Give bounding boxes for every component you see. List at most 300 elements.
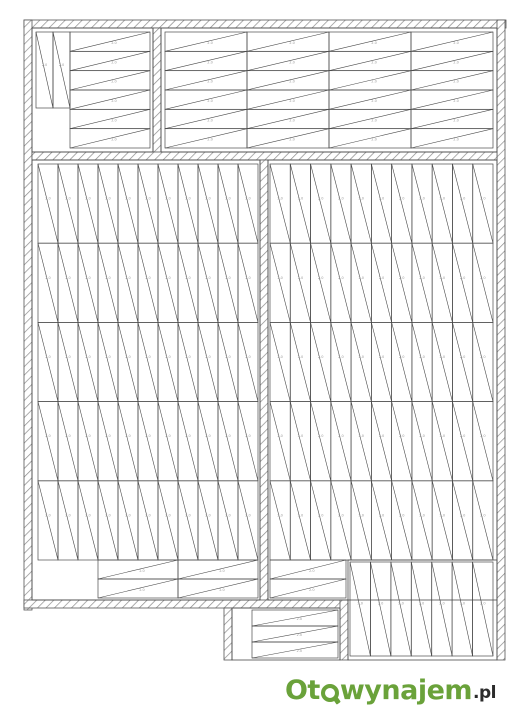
panel-label: 2.0 — [480, 355, 486, 360]
panel-diagonal — [311, 164, 331, 243]
panel-diagonal — [290, 322, 310, 401]
panel-label: 2.0 — [105, 196, 111, 201]
panel-label: 2.0 — [105, 513, 111, 518]
panel-label: 2.0 — [378, 275, 385, 280]
panel-diagonal — [38, 322, 58, 401]
panel-label: 2.0 — [125, 196, 131, 201]
panel-label: 2.0 — [398, 513, 405, 518]
panel-diagonal — [158, 322, 178, 401]
panel-label: 2.0 — [139, 587, 145, 592]
panel-diagonal — [392, 322, 412, 401]
panel-label: 2.0 — [207, 137, 213, 142]
panel-diagonal — [371, 164, 391, 243]
panel-diagonal — [452, 322, 472, 401]
panel-label: 2.0 — [338, 355, 344, 360]
panel-diagonal — [432, 562, 452, 656]
panel-label: 2.0 — [105, 355, 111, 360]
panel-diagonal — [412, 481, 432, 560]
panel-label: 2.0 — [297, 275, 304, 280]
panel-label: 2.0 — [378, 196, 385, 201]
panel-diagonal — [238, 402, 258, 481]
panel-label: 2.0 — [277, 355, 283, 360]
panel-diagonal — [432, 164, 452, 243]
panel-diagonal — [331, 481, 351, 560]
panel-diagonal — [329, 90, 411, 109]
panel-diagonal — [218, 322, 238, 401]
panel-diagonal — [178, 579, 258, 598]
panel-label: 2.0 — [439, 434, 446, 439]
panel-label: 2.0 — [65, 434, 71, 439]
panel-diagonal — [432, 322, 452, 401]
panel-diagonal — [329, 109, 411, 128]
panel-diagonal — [165, 51, 247, 70]
panel-diagonal — [218, 243, 238, 322]
panel-diagonal — [329, 71, 411, 90]
panel-label: 2.0 — [358, 434, 365, 439]
panel-diagonal — [178, 322, 198, 401]
panel-label: 2.0 — [480, 513, 486, 518]
panel-diagonal — [412, 322, 432, 401]
panel-label: 2.0 — [45, 196, 51, 201]
panel-label: 2.0 — [289, 118, 295, 123]
panel-diagonal — [70, 90, 150, 109]
panel-diagonal — [432, 481, 452, 560]
panel-diagonal — [218, 481, 238, 560]
logo-text-ot: Ot — [284, 675, 320, 706]
panel-label: 2.0 — [145, 355, 151, 360]
panel-diagonal — [158, 402, 178, 481]
panel-diagonal — [158, 481, 178, 560]
panel-label: 2.0 — [296, 648, 303, 653]
panel-diagonal — [247, 129, 329, 148]
panel-diagonal — [165, 71, 247, 90]
panel-label: 2.0 — [459, 601, 466, 606]
panel-label: 2.0 — [185, 196, 191, 201]
panel-diagonal — [165, 90, 247, 109]
panel-diagonal — [78, 322, 98, 401]
panel-label: 2.0 — [358, 513, 365, 518]
panel-label: 2.0 — [439, 513, 446, 518]
panel-label: 2.0 — [207, 118, 213, 123]
panel-label: 2.0 — [245, 434, 251, 439]
panel-label: 2.0 — [165, 196, 171, 201]
panel-label: 2.0 — [358, 275, 365, 280]
panel-diagonal — [411, 562, 431, 656]
panel-label: 2.0 — [439, 355, 446, 360]
panel-label: 2.0 — [185, 434, 191, 439]
panel-diagonal — [270, 579, 346, 598]
panel-diagonal — [98, 164, 118, 243]
panel-diagonal — [452, 243, 472, 322]
panel-diagonal — [78, 402, 98, 481]
panel-label: 2.0 — [245, 196, 251, 201]
panel-label: 2.0 — [65, 196, 71, 201]
panel-label: 2.0 — [111, 118, 117, 123]
panel-label: 2.0 — [453, 137, 459, 142]
panel-diagonal — [411, 32, 493, 51]
panel-diagonal — [178, 243, 198, 322]
panel-diagonal — [158, 164, 178, 243]
panel-diagonal — [411, 51, 493, 70]
room-main-left-outline — [32, 160, 260, 600]
panel-label: 2.0 — [297, 196, 304, 201]
panel-label: 2.0 — [398, 601, 404, 606]
panel-diagonal — [311, 243, 331, 322]
panel-label: 2.0 — [225, 434, 231, 439]
panel-diagonal — [178, 164, 198, 243]
panel-label: 2.0 — [111, 137, 117, 142]
panel-diagonal — [158, 243, 178, 322]
panel-diagonal — [165, 109, 247, 128]
wall-horizontal-middle — [32, 152, 497, 160]
panel-diagonal — [198, 164, 218, 243]
panel-diagonal — [70, 51, 150, 70]
logo-text-wynajem: wynajem — [339, 675, 473, 706]
panel-diagonal — [311, 481, 331, 560]
panel-label: 2.0 — [371, 98, 377, 103]
panel-label: 2.0 — [459, 513, 466, 518]
panel-label: 2.0 — [125, 275, 131, 280]
panel-diagonal — [178, 560, 258, 579]
panel-label: 2.0 — [165, 355, 171, 360]
panel-label: 2.0 — [317, 275, 324, 280]
panel-label: 2.0 — [289, 60, 295, 65]
panel-diagonal — [38, 481, 58, 560]
panel-label: 2.0 — [145, 196, 151, 201]
panel-label: 2.0 — [277, 513, 283, 518]
panel-label: 2.0 — [145, 513, 151, 518]
panel-diagonal — [270, 560, 346, 579]
panel-label: 2.0 — [185, 355, 191, 360]
panel-diagonal — [252, 626, 338, 642]
panel-label: 2.0 — [459, 275, 466, 280]
wall-partition-top — [153, 28, 161, 154]
panel-diagonal — [118, 481, 138, 560]
panel-diagonal — [473, 402, 493, 481]
panel-label: 2.0 — [277, 434, 283, 439]
panel-diagonal — [371, 481, 391, 560]
panel-diagonal — [371, 402, 391, 481]
panel-label: 2.0 — [398, 275, 405, 280]
panel-label: 2.0 — [205, 434, 211, 439]
panel-label: 2.0 — [205, 196, 211, 201]
panel-diagonal — [98, 560, 178, 579]
panel-diagonal — [238, 164, 258, 243]
panel-diagonal — [270, 243, 290, 322]
panel-label: 2.0 — [297, 355, 304, 360]
panel-label: 2.0 — [296, 632, 303, 637]
panel-diagonal — [70, 32, 150, 51]
panel-label: 2.0 — [418, 601, 425, 606]
panel-diagonal — [247, 71, 329, 90]
panel-diagonal — [58, 481, 78, 560]
panel-diagonal — [138, 243, 158, 322]
panel-label: 2.0 — [65, 513, 71, 518]
panel-label: 2.0 — [85, 196, 91, 201]
panel-label: 2.0 — [41, 63, 48, 68]
panel-label: 2.0 — [207, 60, 213, 65]
panel-label: 2.0 — [85, 275, 91, 280]
panel-diagonal — [118, 322, 138, 401]
panel-label: 2.0 — [419, 513, 425, 518]
panel-label: 2.0 — [289, 98, 295, 103]
panel-diagonal — [78, 481, 98, 560]
panel-diagonal — [218, 402, 238, 481]
panel-diagonal — [329, 129, 411, 148]
panel-diagonal — [138, 322, 158, 401]
panel-diagonal — [58, 402, 78, 481]
panel-label: 2.0 — [459, 355, 466, 360]
panel-label: 2.0 — [185, 275, 191, 280]
panel-label: 2.0 — [338, 196, 344, 201]
panel-diagonal — [270, 322, 290, 401]
panel-label: 2.0 — [145, 434, 151, 439]
wall-right — [497, 20, 505, 660]
panel-diagonal — [270, 481, 290, 560]
panel-label: 2.0 — [45, 275, 51, 280]
panel-diagonal — [391, 562, 411, 656]
panel-diagonal — [118, 243, 138, 322]
panel-diagonal — [351, 481, 371, 560]
panel-label: 2.0 — [439, 601, 445, 606]
panel-label: 2.0 — [480, 434, 486, 439]
wall-partition-main — [260, 160, 268, 602]
room-corridor-outline — [232, 608, 340, 660]
panel-diagonal — [178, 402, 198, 481]
panel-label: 2.0 — [65, 275, 71, 280]
panel-label: 2.0 — [245, 513, 251, 518]
panel-diagonal — [329, 51, 411, 70]
panel-diagonal — [198, 481, 218, 560]
panel-diagonal — [165, 129, 247, 148]
panel-label: 2.0 — [207, 79, 213, 84]
panel-label: 2.0 — [111, 60, 117, 65]
panel-label: 2.0 — [378, 434, 385, 439]
panel-label: 2.0 — [453, 98, 459, 103]
panel-diagonal — [138, 164, 158, 243]
panel-diagonal — [38, 164, 58, 243]
panel-label: 2.0 — [277, 275, 283, 280]
brand-logo — [285, 672, 496, 706]
panel-label: 2.0 — [85, 434, 91, 439]
panel-diagonal — [53, 32, 70, 108]
wall-bottom-left — [24, 600, 344, 608]
panel-diagonal — [38, 402, 58, 481]
panel-label: 2.0 — [398, 355, 405, 360]
panel-label: 2.0 — [165, 513, 171, 518]
magnifier-o-icon — [321, 684, 339, 702]
panel-diagonal — [118, 402, 138, 481]
panel-diagonal — [452, 164, 472, 243]
panel-label: 2.0 — [165, 275, 171, 280]
panel-label: 2.0 — [85, 355, 91, 360]
panel-diagonal — [331, 322, 351, 401]
panel-label: 2.0 — [207, 98, 213, 103]
panel-label: 2.0 — [317, 513, 324, 518]
panel-label: 2.0 — [317, 434, 324, 439]
panel-diagonal — [411, 129, 493, 148]
panel-label: 2.0 — [65, 355, 71, 360]
panel-label: 2.0 — [371, 60, 377, 65]
panel-diagonal — [370, 562, 390, 656]
panel-label: 2.0 — [309, 587, 315, 592]
panel-label: 2.0 — [297, 513, 304, 518]
panel-label: 2.0 — [297, 434, 304, 439]
panel-diagonal — [178, 481, 198, 560]
panel-diagonal — [70, 71, 150, 90]
panel-diagonal — [252, 610, 338, 626]
panel-label: 2.0 — [480, 196, 486, 201]
panel-diagonal — [392, 164, 412, 243]
panel-diagonal — [351, 243, 371, 322]
wall-top — [24, 20, 506, 28]
panel-diagonal — [411, 109, 493, 128]
panel-label: 2.0 — [165, 434, 171, 439]
panel-label: 2.0 — [205, 275, 211, 280]
panel-label: 2.0 — [225, 513, 231, 518]
panel-label: 2.0 — [453, 60, 459, 65]
panel-diagonal — [165, 32, 247, 51]
panel-label: 2.0 — [145, 275, 151, 280]
panel-diagonal — [331, 164, 351, 243]
panel-diagonal — [473, 481, 493, 560]
panel-diagonal — [311, 402, 331, 481]
wall-corridor-left — [224, 608, 232, 660]
panel-label: 2.0 — [296, 616, 303, 621]
panel-diagonal — [371, 243, 391, 322]
panel-diagonal — [473, 243, 493, 322]
panel-label: 2.0 — [111, 79, 117, 84]
panel-diagonal — [98, 243, 118, 322]
logo-text-tld: .pl — [473, 683, 496, 703]
walls — [24, 20, 506, 660]
panel-diagonal — [118, 164, 138, 243]
wall-left — [24, 20, 32, 610]
panel-diagonal — [58, 243, 78, 322]
panel-label: 2.0 — [419, 275, 425, 280]
panel-diagonal — [78, 243, 98, 322]
panel-diagonal — [247, 32, 329, 51]
panel-label: 2.0 — [378, 355, 385, 360]
panel-label: 2.0 — [419, 355, 425, 360]
panel-diagonal — [78, 164, 98, 243]
panel-diagonal — [38, 243, 58, 322]
panel-label: 2.0 — [453, 118, 459, 123]
panel-label: 2.0 — [185, 513, 191, 518]
panel-label: 2.0 — [289, 40, 295, 45]
panel-label: 2.0 — [453, 40, 459, 45]
panel-label: 2.0 — [45, 434, 51, 439]
panel-diagonal — [238, 481, 258, 560]
panel-diagonal — [70, 109, 150, 128]
panel-label: 2.0 — [378, 513, 385, 518]
panel-label: 2.0 — [459, 196, 466, 201]
panel-diagonal — [270, 164, 290, 243]
panel-diagonal — [247, 90, 329, 109]
panel-diagonal — [432, 243, 452, 322]
panel-label: 2.0 — [317, 196, 324, 201]
panel-diagonal — [473, 322, 493, 401]
panel-label: 2.0 — [125, 513, 131, 518]
panel-diagonal — [198, 243, 218, 322]
panel-diagonal — [473, 164, 493, 243]
panel-label: 2.0 — [419, 196, 425, 201]
panel-label: 2.0 — [371, 118, 377, 123]
panel-diagonal — [98, 322, 118, 401]
panel-label: 2.0 — [439, 196, 446, 201]
panel-diagonal — [412, 402, 432, 481]
panel-label: 2.0 — [317, 355, 324, 360]
panel-diagonal — [98, 481, 118, 560]
panel-diagonal — [290, 481, 310, 560]
panel-diagonal — [331, 243, 351, 322]
panel-label: 2.0 — [371, 79, 377, 84]
room-main-right-outline — [268, 160, 497, 600]
panel-label: 2.0 — [205, 355, 211, 360]
panel-diagonal — [247, 109, 329, 128]
panel-label: 2.0 — [58, 63, 65, 68]
panel-diagonal — [138, 481, 158, 560]
panel-label: 2.0 — [358, 355, 365, 360]
panel-label: 2.0 — [459, 434, 466, 439]
wall-corridor-right — [340, 600, 348, 660]
panel-label: 2.0 — [289, 79, 295, 84]
panel-diagonal — [452, 562, 472, 656]
panel-diagonal — [311, 322, 331, 401]
panel-label: 2.0 — [85, 513, 91, 518]
panel-diagonal — [351, 164, 371, 243]
panel-label: 2.0 — [371, 137, 377, 142]
panel-diagonal — [58, 322, 78, 401]
panel-diagonal — [329, 32, 411, 51]
panel-label: 2.0 — [277, 196, 283, 201]
panel-label: 2.0 — [125, 355, 131, 360]
panel-diagonal — [371, 322, 391, 401]
panel-diagonal — [392, 243, 412, 322]
panel-label: 2.0 — [419, 434, 425, 439]
panel-label: 2.0 — [219, 587, 225, 592]
panel-diagonal — [452, 402, 472, 481]
panel-label: 2.0 — [398, 434, 405, 439]
panel-diagonal — [98, 579, 178, 598]
panel-label: 2.0 — [105, 434, 111, 439]
panel-label: 2.0 — [105, 275, 111, 280]
panel-diagonal — [350, 562, 370, 656]
panel-label: 2.0 — [45, 355, 51, 360]
panel-diagonal — [270, 402, 290, 481]
panel-label: 2.0 — [453, 79, 459, 84]
panel-label: 2.0 — [338, 434, 344, 439]
panel-diagonal — [290, 243, 310, 322]
panel-diagonal — [238, 243, 258, 322]
panel-label: 2.0 — [125, 434, 131, 439]
panel-diagonal — [412, 164, 432, 243]
panel-diagonal — [198, 322, 218, 401]
panel-diagonal — [290, 402, 310, 481]
panel-diagonal — [70, 129, 150, 148]
panel-diagonal — [351, 322, 371, 401]
panel-label: 2.0 — [358, 196, 365, 201]
panel-diagonal — [412, 243, 432, 322]
panel-label: 2.0 — [480, 275, 486, 280]
panel-label: 2.0 — [398, 196, 405, 201]
panel-label: 2.0 — [245, 275, 251, 280]
panel-diagonal — [473, 562, 493, 656]
panel-diagonal — [432, 402, 452, 481]
panel-label: 2.0 — [338, 513, 344, 518]
panel-label: 2.0 — [219, 568, 225, 573]
panel-label: 2.0 — [225, 355, 231, 360]
